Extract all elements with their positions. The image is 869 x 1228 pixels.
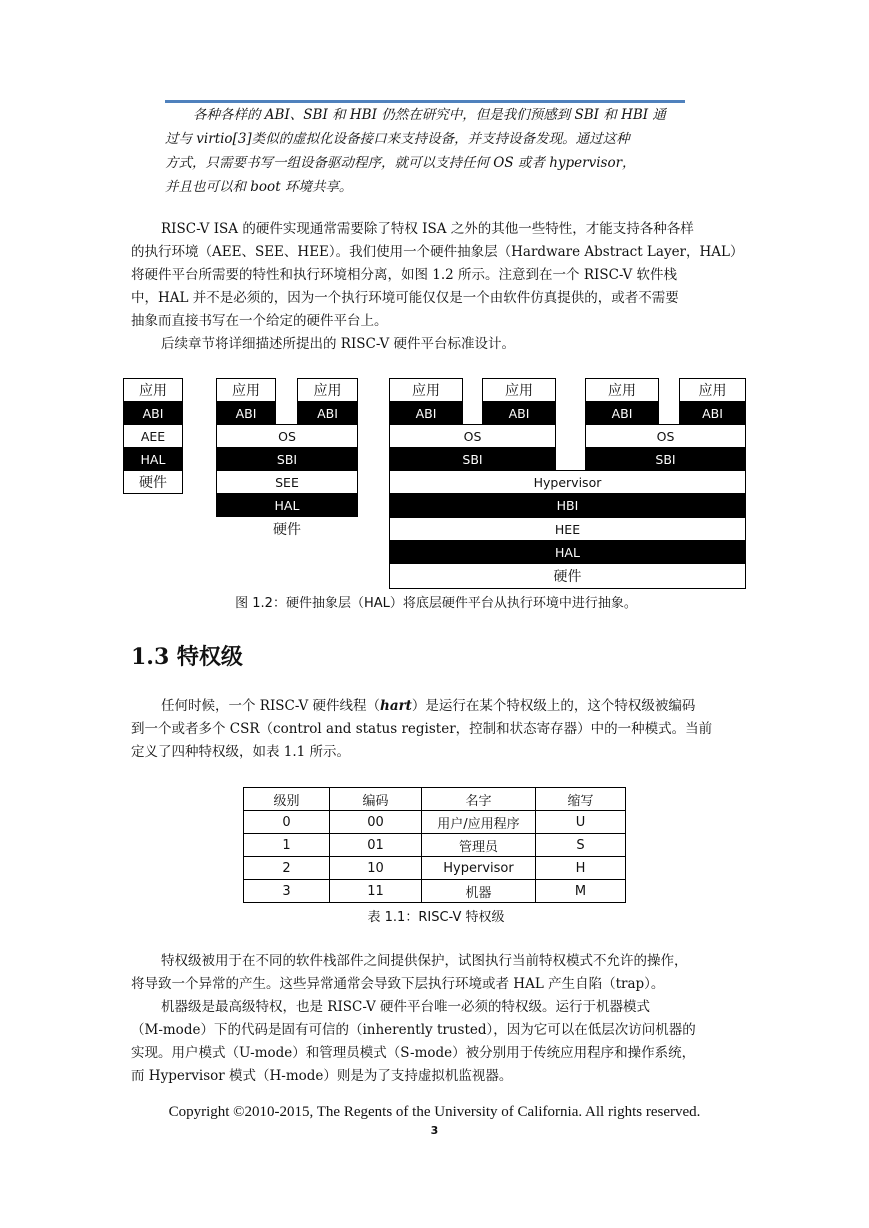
abi-box: ABI xyxy=(297,401,358,425)
os-box: OS xyxy=(389,424,556,448)
aee-box: AEE xyxy=(123,424,183,448)
app-box: 应用 xyxy=(123,378,183,402)
table-row xyxy=(244,811,626,834)
quote-line: 各种各样的 ABI、SBI 和 HBI 仍然在研究中，但是我们预感到 SBI 和 HBI 通 xyxy=(193,107,666,123)
table-cell: Hypervisor xyxy=(422,857,536,880)
paragraph-line: 的执行环境（AEE、SEE、HEE）。我们使用一个硬件抽象层（Hardware Abstract Layer，HAL） xyxy=(131,244,744,260)
table-cell: 01 xyxy=(330,834,422,857)
app-box: 应用 xyxy=(585,378,659,402)
sbi-box: SBI xyxy=(585,447,746,471)
hal-box: HAL xyxy=(216,493,358,517)
sbi-box: SBI xyxy=(389,447,556,471)
quote-line: 并且也可以和 boot 环境共享。 xyxy=(165,179,353,195)
app-box: 应用 xyxy=(216,378,276,402)
hal-box: HAL xyxy=(389,540,746,564)
see-box: SEE xyxy=(216,470,358,494)
paragraph-line xyxy=(131,695,741,718)
protection-paragraph xyxy=(131,950,741,996)
paragraph-line: 抽象而直接书写在一个给定的硬件平台上。 xyxy=(131,313,388,329)
sbi-box: SBI xyxy=(216,447,358,471)
paragraph-line: 而 Hypervisor 模式（H-mode）则是为了支持虚拟机监视器。 xyxy=(131,1068,513,1084)
hal-box: HAL xyxy=(123,447,183,471)
table-cell: 10 xyxy=(330,857,422,880)
hardware-label: 硬件 xyxy=(273,522,301,538)
app-box: 应用 xyxy=(297,378,358,402)
abi-box: ABI xyxy=(679,401,746,425)
quote-block xyxy=(165,103,685,199)
table-cell: S xyxy=(536,834,626,857)
paragraph-line: 机器级是最高级特权，也是 RISC-V 硬件平台唯一必须的特权级。运行于机器模式 xyxy=(161,999,650,1015)
abi-box: ABI xyxy=(585,401,659,425)
table-cell: 用户/应用程序 xyxy=(422,811,536,834)
paragraph-line: 实现。用户模式（U-mode）和管理员模式（S-mode）被分别用于传统应用程序和操作系统， xyxy=(131,1045,696,1061)
hart-term: hart xyxy=(380,698,412,714)
abi-box: ABI xyxy=(482,401,556,425)
abi-box: ABI xyxy=(123,401,183,425)
table-cell: 00 xyxy=(330,811,422,834)
app-box: 应用 xyxy=(482,378,556,402)
table-cell: 管理员 xyxy=(422,834,536,857)
os-box: OS xyxy=(216,424,358,448)
paragraph-text: ）是运行在某个特权级上的，这个特权级被编码 xyxy=(411,698,696,714)
paragraph-line: （M-mode）下的代码是固有可信的（inherently trusted），因为它可以在低层次访问机器的 xyxy=(131,1022,696,1038)
hee-box: HEE xyxy=(389,517,746,541)
app-box: 应用 xyxy=(679,378,746,402)
privilege-table xyxy=(243,787,626,903)
table-cell: 1 xyxy=(244,834,330,857)
paragraph-text: 任何时候，一个 RISC-V 硬件线程（ xyxy=(161,698,380,714)
paragraph-line: 特权级被用于在不同的软件栈部件之间提供保护，试图执行当前特权模式不允许的操作， xyxy=(161,953,688,969)
table-cell: 3 xyxy=(244,880,330,903)
abi-box: ABI xyxy=(389,401,463,425)
paragraph-line: 将硬件平台所需要的特性和执行环境相分离，如图 1.2 所示。注意到在一个 RISC-V 软件栈 xyxy=(131,267,678,283)
table-caption: 表 1.1：RISC-V 特权级 xyxy=(367,910,505,925)
table-row xyxy=(244,880,626,903)
table-cell: M xyxy=(536,880,626,903)
hypervisor-box: Hypervisor xyxy=(389,470,746,494)
hbi-box: HBI xyxy=(389,493,746,517)
figure-caption: 图 1.2：硬件抽象层（HAL）将底层硬件平台从执行环境中进行抽象。 xyxy=(235,596,637,611)
paragraph-line: 到一个或者多个 CSR（control and status register，控制和状态寄存器）中的一种模式。当前 xyxy=(131,721,713,737)
table-cell: 0 xyxy=(244,811,330,834)
machine-level-paragraph xyxy=(131,996,741,1088)
hardware-box: 硬件 xyxy=(389,563,746,589)
paragraph-line: 中，HAL 并不是必须的，因为一个执行环境可能仅仅是一个由软件仿真提供的，或者不需要 xyxy=(131,290,679,306)
paragraph-line: 定义了四种特权级，如表 1.1 所示。 xyxy=(131,744,351,760)
section-paragraph xyxy=(131,695,741,764)
table-row xyxy=(244,857,626,880)
quote-line: 过与 virtio[3]类似的虚拟化设备接口来支持设备，并支持设备发现。通过这种 xyxy=(165,131,630,147)
table-header: 级别 xyxy=(244,788,330,811)
table-header-row xyxy=(244,788,626,811)
paragraph-line: 将导致一个异常的产生。这些异常通常会导致下层执行环境或者 HAL 产生自陷（trap）。 xyxy=(131,976,665,992)
hardware-box: 硬件 xyxy=(123,470,183,494)
abi-box: ABI xyxy=(216,401,276,425)
os-box: OS xyxy=(585,424,746,448)
table-cell: 机器 xyxy=(422,880,536,903)
table-header: 编码 xyxy=(330,788,422,811)
table-cell: H xyxy=(536,857,626,880)
table-row xyxy=(244,834,626,857)
table-header: 缩写 xyxy=(536,788,626,811)
table-cell: U xyxy=(536,811,626,834)
intro-paragraph xyxy=(131,218,744,356)
followup-sentence: 后续章节将详细描述所提出的 RISC-V 硬件平台标准设计。 xyxy=(161,336,515,352)
page-number: 3 xyxy=(430,1124,439,1137)
quote-line: 方式，只需要书写一组设备驱动程序，就可以支持任何 OS 或者 hypervisor， xyxy=(165,155,636,171)
app-box: 应用 xyxy=(389,378,463,402)
table-cell: 2 xyxy=(244,857,330,880)
section-heading: 1.3 特权级 xyxy=(131,644,243,670)
paragraph-line: RISC-V ISA 的硬件实现通常需要除了特权 ISA 之外的其他一些特性，才能支持各种各样 xyxy=(161,221,694,237)
footer-copyright: Copyright ©2010-2015, The Regents of the University of California. All rights reserved. xyxy=(168,1104,701,1120)
table-header: 名字 xyxy=(422,788,536,811)
table-cell: 11 xyxy=(330,880,422,903)
